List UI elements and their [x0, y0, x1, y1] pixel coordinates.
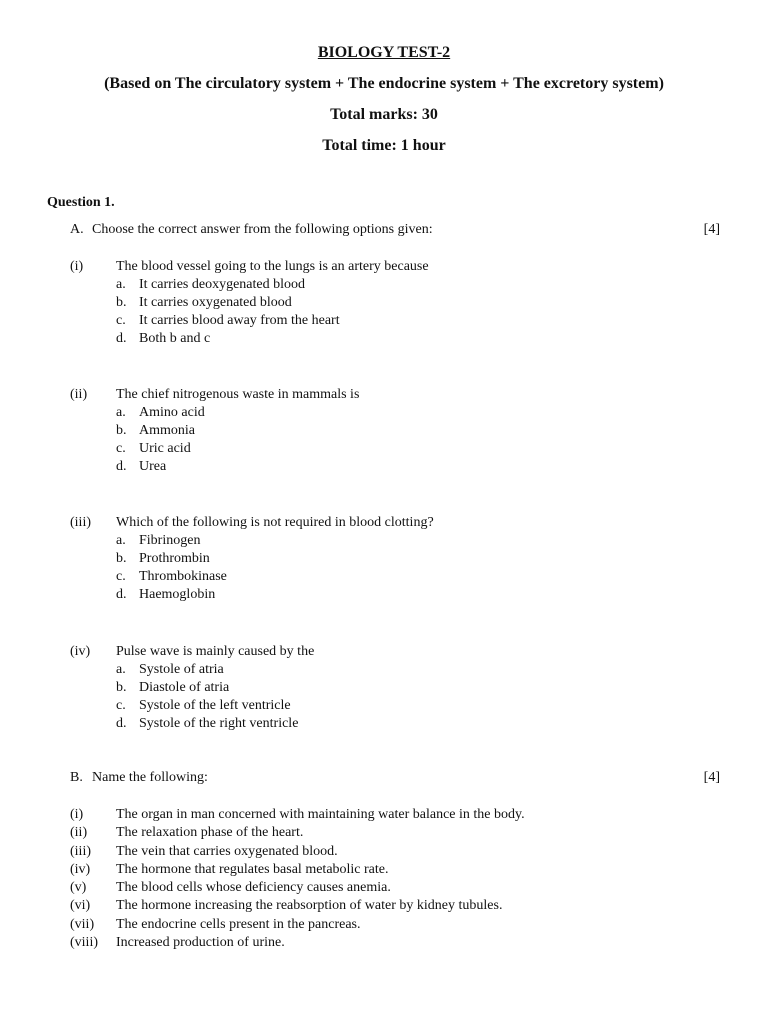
option-label: c. — [116, 569, 126, 584]
option-text: It carries blood away from the heart — [139, 313, 340, 328]
option-text: Diastole of atria — [139, 680, 230, 695]
option-text: Amino acid — [139, 405, 205, 420]
item-number: (i) — [70, 259, 84, 274]
name-the-following-list — [70, 806, 710, 952]
item-number: (vii) — [70, 916, 95, 932]
item-stem: The blood vessel going to the lungs is an artery because — [116, 259, 429, 274]
option-label: b. — [116, 295, 127, 310]
option-label: d. — [116, 587, 127, 602]
item-text: The hormone that regulates basal metabolic rate. — [116, 861, 389, 877]
section-instruction: Choose the correct answer from the following options given: — [92, 222, 433, 237]
option-label: d. — [116, 459, 127, 474]
item-text: The blood cells whose deficiency causes anemia. — [116, 880, 391, 896]
option-label: d. — [116, 331, 127, 346]
item-number: (viii) — [70, 935, 98, 951]
item-text: The vein that carries oxygenated blood. — [116, 843, 338, 859]
list-item — [70, 824, 710, 842]
item-number: (iv) — [70, 861, 91, 877]
option-label: c. — [116, 441, 126, 456]
option-label: b. — [116, 551, 127, 566]
section-b-heading — [70, 770, 720, 788]
item-stem: Pulse wave is mainly caused by the — [116, 644, 315, 659]
item-number: (ii) — [70, 825, 88, 841]
option-text: Ammonia — [139, 423, 195, 438]
test-title-text: BIOLOGY TEST-2 — [317, 44, 451, 61]
option-label: b. — [116, 423, 127, 438]
item-number: (v) — [70, 880, 87, 896]
list-item — [70, 916, 710, 934]
option-label: c. — [116, 698, 126, 713]
option-text: Systole of the left ventricle — [139, 698, 291, 713]
option-label: b. — [116, 680, 127, 695]
list-item — [70, 861, 710, 879]
option-label: a. — [116, 533, 126, 548]
section-marks: [4] — [703, 222, 720, 237]
item-number: (iii) — [70, 843, 91, 859]
option-text: Systole of the right ventricle — [139, 716, 299, 731]
item-text: The hormone increasing the reabsorption of water by kidney tubules. — [116, 898, 503, 914]
item-number: (iii) — [70, 515, 91, 530]
section-letter: A. — [70, 222, 84, 237]
item-text: The endocrine cells present in the pancreas. — [116, 916, 361, 932]
option-text: Both b and c — [139, 331, 211, 346]
test-subtitle: (Based on The circulatory system + The endocrine system + The excretory system) — [104, 75, 664, 92]
item-text: The relaxation phase of the heart. — [116, 825, 304, 841]
section-a-heading — [70, 222, 720, 240]
list-item — [70, 934, 710, 952]
list-item — [70, 843, 710, 861]
list-item — [70, 806, 710, 824]
item-number: (i) — [70, 807, 84, 822]
option-text: Uric acid — [139, 441, 191, 456]
option-text: It carries oxygenated blood — [139, 295, 292, 310]
section-letter: B. — [70, 770, 83, 785]
test-title — [0, 44, 768, 62]
option-text: Systole of atria — [139, 662, 224, 677]
option-label: c. — [116, 313, 126, 328]
option-label: a. — [116, 662, 126, 677]
item-stem: Which of the following is not required in blood clotting? — [116, 515, 434, 530]
total-marks: Total marks: 30 — [330, 106, 438, 123]
option-text: Haemoglobin — [139, 587, 216, 602]
section-instruction: Name the following: — [92, 770, 208, 785]
option-label: a. — [116, 277, 126, 292]
list-item — [70, 897, 710, 915]
section-marks: [4] — [703, 770, 720, 785]
option-text: Prothrombin — [139, 551, 210, 566]
item-text: Increased production of urine. — [116, 935, 285, 951]
item-text: The organ in man concerned with maintaining water balance in the body. — [116, 807, 525, 822]
option-text: Fibrinogen — [139, 533, 201, 548]
option-text: Urea — [139, 459, 167, 474]
item-stem: The chief nitrogenous waste in mammals is — [116, 387, 360, 402]
item-number: (vi) — [70, 898, 91, 914]
option-label: d. — [116, 716, 127, 731]
option-text: It carries deoxygenated blood — [139, 277, 305, 292]
list-item — [70, 879, 710, 897]
option-label: a. — [116, 405, 126, 420]
item-number: (ii) — [70, 387, 88, 402]
question-heading: Question 1. — [47, 195, 115, 210]
total-time: Total time: 1 hour — [322, 137, 446, 154]
option-text: Thrombokinase — [139, 569, 227, 584]
item-number: (iv) — [70, 644, 91, 659]
